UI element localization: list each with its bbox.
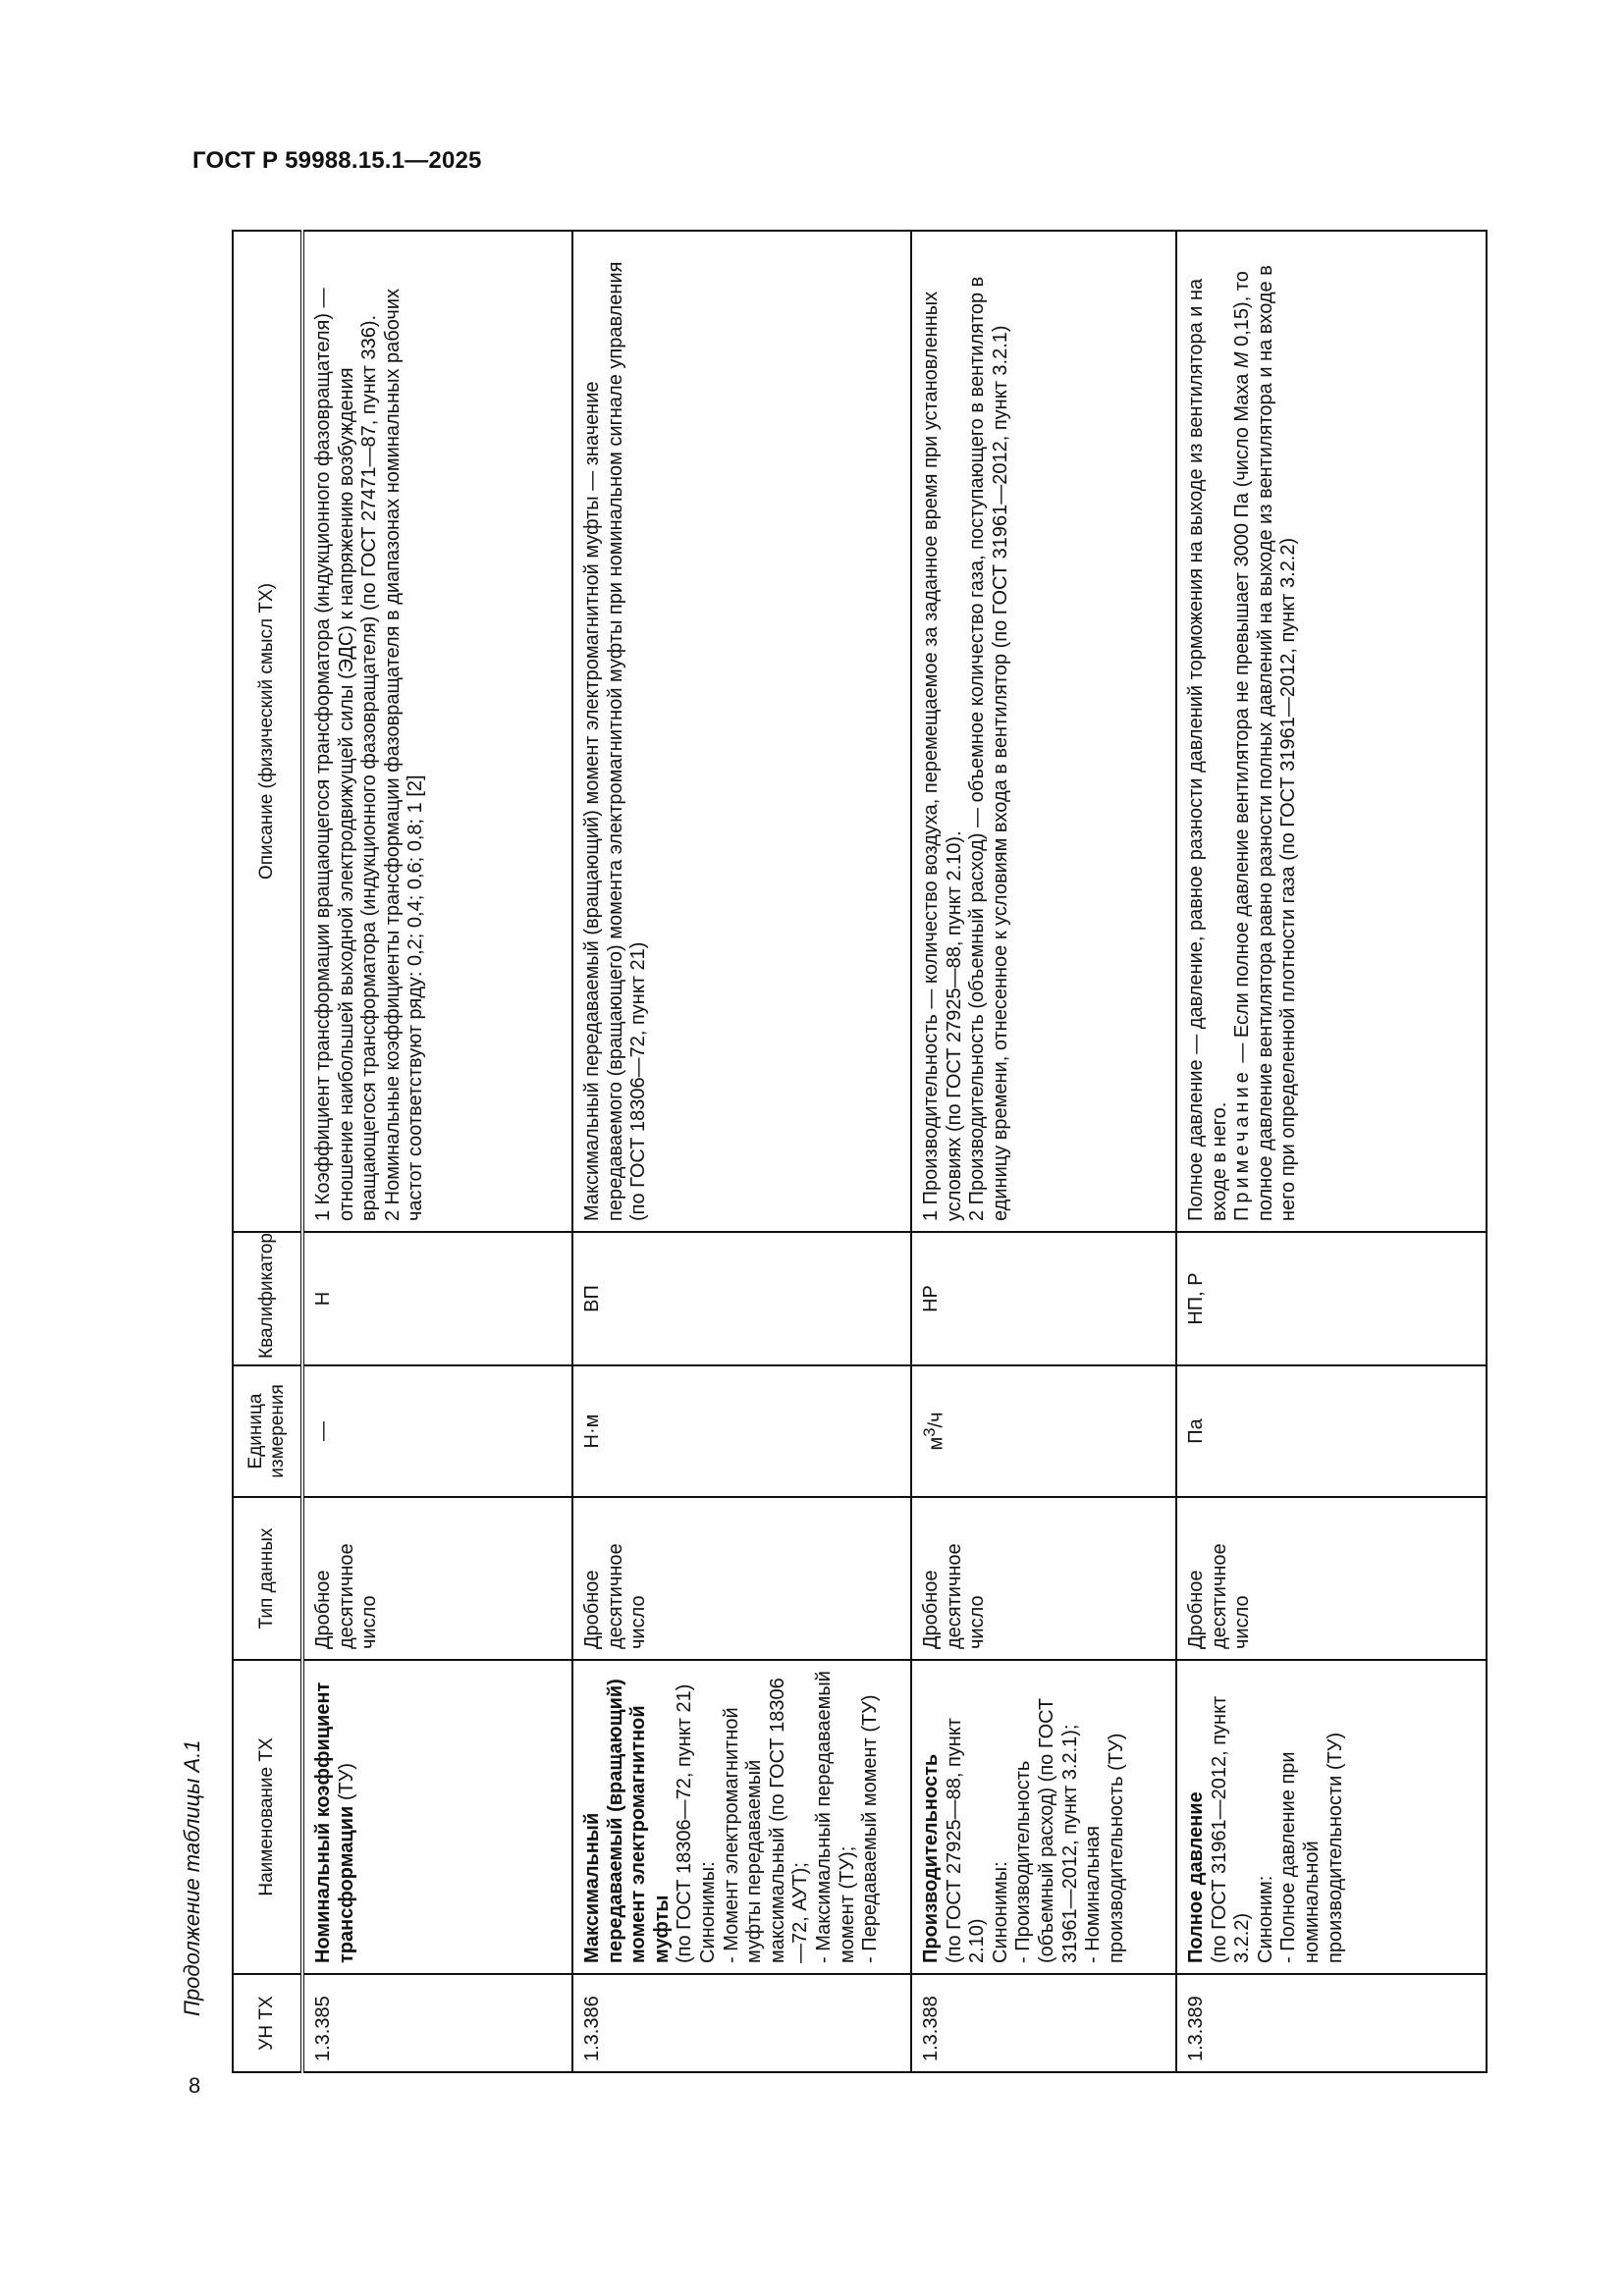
cell-id: 1.3.385 [302, 1974, 572, 2072]
rotated-table-wrapper [232, 232, 1485, 2073]
unit-tail: /ч [925, 1412, 947, 1428]
document-code: ГОСТ Р 59988.15.1—2025 [192, 147, 482, 174]
cell-description: Максимальный передаваемый (вращающий) момент электромагнитной муфты — значение передаваемого (вращающего) момента электромагнитной муфты при номинальном сигнале управления (по ГОСТ 18306—72, пункт 21) [572, 231, 911, 1232]
name-bold: Производительность [920, 1753, 942, 1963]
header-type: Тип данных [233, 1497, 302, 1660]
cell-name [1176, 1660, 1487, 1974]
header-unit: Единица измерения [233, 1365, 302, 1497]
cell-description: 1 Коэффициент трансформации вращающегося трансформатора (индукционного фазовращателя) — отношение наибольшей выходной электродвижущей силы (ЭДС) к напряжению возбуждения вращающегося трансформатора (индукционного фазовращателя) (по ГОСТ 27471—87, пункт 336). 2 Номинальные коэффициенты трансформации фазовращателя в диапазонах номинальных рабочих частот соответствуют ряду: 0,2; 0,4; 0,6; 0,8; 1 [2] [302, 231, 572, 1232]
cell-unit: — [302, 1365, 572, 1497]
cell-unit: Н·м [572, 1365, 911, 1497]
table-a1 [232, 230, 1488, 2073]
name-rest: (по ГОСТ 18306—72, пункт 21) Синонимы: - Момент электромагнитной муфты передаваемый максимальный (по ГОСТ 18306—72, АУТ); - Максимальный передаваемый момент (ТУ); - Передаваемый момент (ТУ) [674, 1671, 882, 1963]
cell-name [302, 1660, 572, 1974]
cell-unit [911, 1365, 1176, 1497]
name-rest: (по ГОСТ 27925—88, пункт 2.10) Синонимы: - Производительность (объемный расход) (по ГОСТ 31961—2012, пункт 3.2.1); - Номинальная производительность (ТУ) [943, 1697, 1127, 1963]
name-bold: Максимальный передаваемый (вращающий) момент электромагнитной муфты [581, 1679, 673, 1963]
description-note [1231, 241, 1301, 1221]
table-row [572, 231, 911, 2072]
cell-qualifier: НП, Р [1176, 1232, 1487, 1365]
cell-id: 1.3.388 [911, 1974, 1176, 2072]
table-header-row [233, 231, 302, 2072]
cell-id: 1.3.389 [1176, 1974, 1487, 2072]
note-text-a: — Если полное давление вентилятора не превышает 3000 Па (число Маха [1231, 368, 1254, 1069]
name-rest: (по ГОСТ 31961—2012, пункт 3.2.2) Синоним: - Полное давление при номинальной производительности (ТУ) [1208, 1695, 1346, 1963]
cell-unit: Па [1176, 1365, 1487, 1497]
note-label: Примечание [1231, 1068, 1254, 1221]
cell-name [911, 1660, 1176, 1974]
cell-name [572, 1660, 911, 1974]
cell-type: Дробное десятичное число [911, 1497, 1176, 1660]
header-qualifier: Квалификатор [233, 1232, 302, 1365]
name-bold: Номинальный коэффициент трансформации [312, 1682, 357, 1963]
cell-qualifier: ВП [572, 1232, 911, 1365]
cell-type: Дробное десятичное число [302, 1497, 572, 1660]
table-continuation-label: Продолжение таблицы А.1 [180, 1739, 204, 2016]
header-name: Наименование ТХ [233, 1660, 302, 1974]
table-row [911, 231, 1176, 2072]
note-italic: M [1231, 351, 1254, 369]
cell-description: 1 Производительность — количество воздуха, перемещаемое за заданное время при установленных условиях (по ГОСТ 27925—88, пункт 2.10). 2 Производительность (объемный расход) — объемное количество газа, поступающего в вентилятор в единицу времени, отнесенное к условиям входа в вентилятор (по ГОСТ 31961—2012, пункт 3.2.1) [911, 231, 1176, 1232]
name-bold: Полное давление [1185, 1791, 1207, 1963]
description-text: Полное давление — давление, равное разности давлений торможения на выходе из вентилятора и на входе в него. [1185, 278, 1230, 1221]
header-id: УН ТХ [233, 1974, 302, 2072]
unit-base: м [925, 1436, 947, 1451]
cell-type: Дробное десятичное число [1176, 1497, 1487, 1660]
page-number: 8 [189, 2073, 201, 2098]
unit-exponent: 3 [920, 1427, 939, 1437]
header-description: Описание (физический смысл ТХ) [233, 231, 302, 1232]
table-row [302, 231, 572, 2072]
cell-description [1176, 231, 1487, 1232]
cell-id: 1.3.386 [572, 1974, 911, 2072]
cell-type: Дробное десятичное число [572, 1497, 911, 1660]
cell-qualifier: НР [911, 1232, 1176, 1365]
name-rest: (ТУ) [335, 1762, 357, 1806]
cell-qualifier: Н [302, 1232, 572, 1365]
note-text-b: 0,15), то полное давление вентилятора равно разности полных давлений на выходе из вентилятора и на входе в него при определенной плотности газа (по ГОСТ 31961—2012, пункт 3.2.2) [1231, 265, 1300, 1221]
table-row [1176, 231, 1487, 2072]
